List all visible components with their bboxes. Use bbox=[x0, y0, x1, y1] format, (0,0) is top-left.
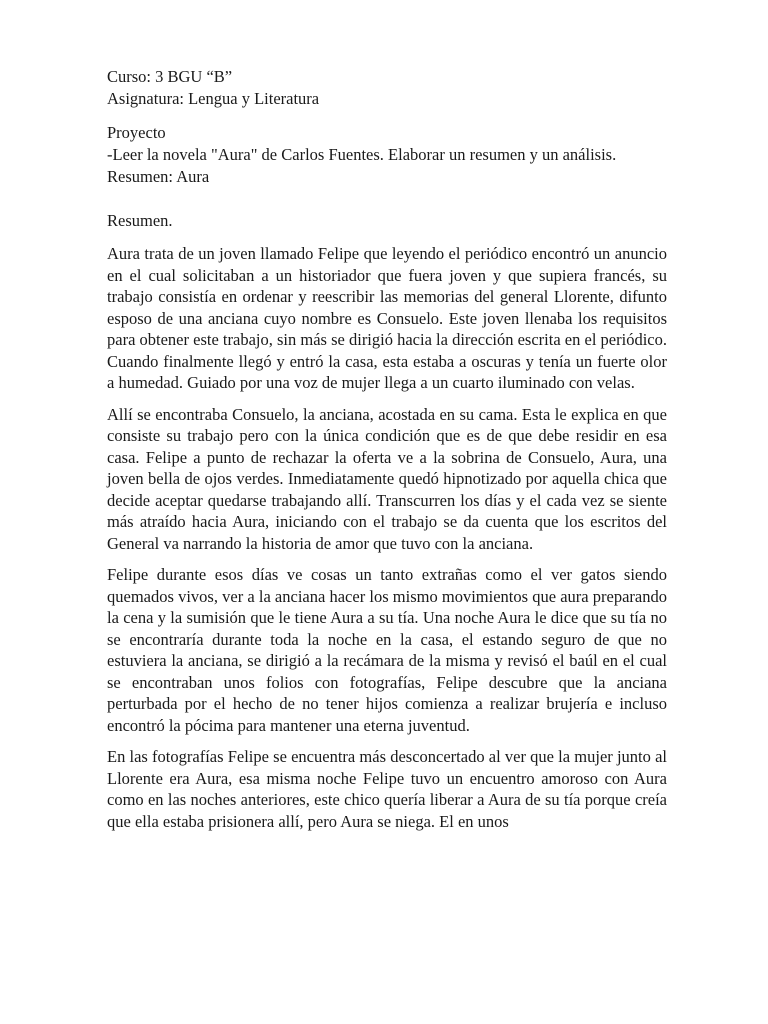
summary-paragraph-3: Felipe durante esos días ve cosas un tanto extrañas como el ver gatos siendo quemados vivos, ver a la anciana hacer los mismo movimientos que aura preparando la cena y la sumisión que le tiene Aura a su tía. Una noche Aura le dice que su tía no se encontraría durante toda la noche en la casa, el estando seguro de que no estuviera la anciana, se dirigió a la recámara de la misma y revisó el baúl en el cual se encontraban unos folios con fotografías, Felipe descubre que la anciana perturbada por el hecho de no tener hijos comienza a realizar brujería e incluso encontró la pócima para mantener una eterna juventud. bbox=[107, 565, 667, 735]
project-label: Proyecto bbox=[107, 123, 166, 142]
summary-title: Resumen: Aura bbox=[107, 167, 210, 186]
course-line: Curso: 3 BGU “B” bbox=[107, 67, 233, 86]
subject-line: Asignatura: Lengua y Literatura bbox=[107, 89, 320, 108]
summary-paragraph-4: En las fotografías Felipe se encuentra más desconcertado al ver que la mujer junto al Llorente era Aura, esa misma noche Felipe tuvo un encuentro amoroso con Aura como en las noches anteriores, este chico quería liberar a Aura de su tía porque creía que ella estaba prisionera allí, pero Aura se niega. El en unos bbox=[107, 747, 667, 831]
summary-paragraph-1: Aura trata de un joven llamado Felipe que leyendo el periódico encontró un anuncio en el cual solicitaban a un historiador que fuera joven y que supiera francés, su trabajo consistía en ordenar y reescribir las memorias del general Llorente, difunto esposo de una anciana cuyo nombre es Consuelo. Este joven llenaba los requisitos para obtener este trabajo, sin más se dirigió hacia la dirección escrita en el periódico. Cuando finalmente llegó y entró la casa, esta estaba a oscuras y tenía un fuerte olor a humedad. Guiado por una voz de mujer llega a un cuarto iluminado con velas. bbox=[107, 244, 667, 392]
document-header bbox=[107, 66, 667, 110]
project-block bbox=[107, 122, 667, 188]
project-instruction: -Leer la novela "Aura" de Carlos Fuentes. Elaborar un resumen y un análisis. bbox=[107, 145, 617, 164]
summary-heading: Resumen. bbox=[107, 211, 173, 230]
document-page bbox=[107, 66, 667, 832]
summary-paragraph-2: Allí se encontraba Consuelo, la anciana, acostada en su cama. Esta le explica en que consiste su trabajo pero con la única condición que es de que debe residir en esa casa. Felipe a punto de rechazar la oferta ve a la sobrina de Consuelo, Aura, una joven bella de ojos verdes. Inmediatamente quedó hipnotizado por aquella chica que decide aceptar quedarse trabajando allí. Transcurren los días y el cada vez se siente más atraído hacia Aura, iniciando con el trabajo se da cuenta que los escritos del General va narrando la historia de amor que tuvo con la anciana. bbox=[107, 404, 667, 553]
